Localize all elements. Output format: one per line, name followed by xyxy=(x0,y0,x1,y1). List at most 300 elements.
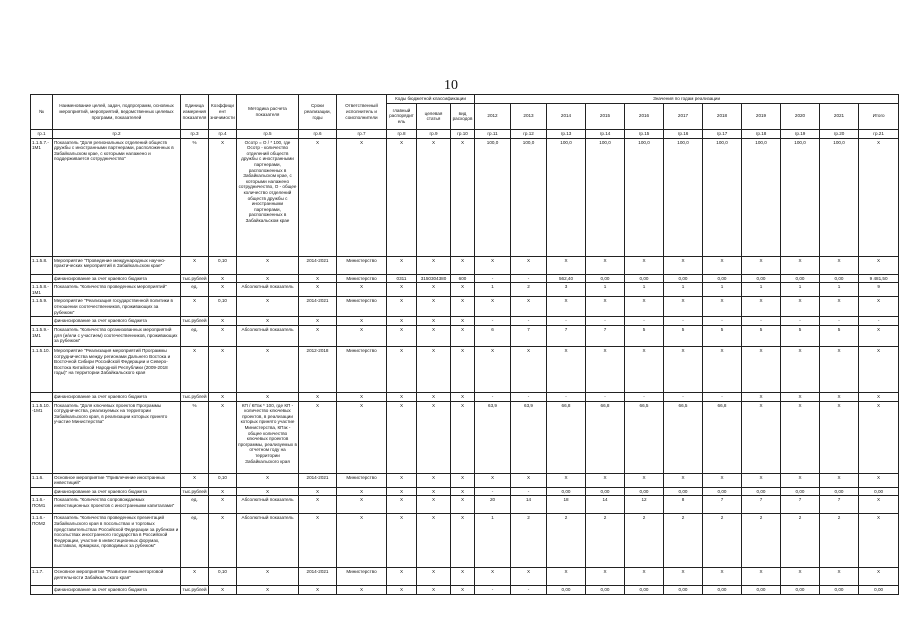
table-cell: 562,40 xyxy=(547,274,586,283)
table-cell: X xyxy=(586,346,625,392)
column-number-cell: гр.8 xyxy=(387,129,417,138)
table-cell: 100,0 xyxy=(781,138,820,256)
table-cell: 0,00 xyxy=(742,487,781,496)
table-cell: Абсолютный показатель xyxy=(237,514,299,568)
table-cell: 100,0 xyxy=(703,138,742,256)
table-cell: - xyxy=(664,317,703,326)
table-cell: 600 xyxy=(451,274,475,283)
program-indicators-table xyxy=(30,94,899,595)
table-cell: X xyxy=(451,401,475,473)
header-unit: Единица измерения показателя xyxy=(181,95,209,130)
table-cell: 100,0 xyxy=(664,138,703,256)
table-cell: 2 xyxy=(742,514,781,568)
table-cell: X xyxy=(820,346,859,392)
table-cell: X xyxy=(417,392,451,401)
table-cell: 7 xyxy=(703,496,742,514)
table-cell: X xyxy=(820,256,859,274)
table-cell: X xyxy=(742,256,781,274)
table-cell: 0,00 xyxy=(586,487,625,496)
table-cell: X xyxy=(299,283,337,297)
table-row xyxy=(31,283,899,297)
row-name-cell: Основное мероприятие "Развитие внешнеторговой деятельности Забайкальского края" xyxy=(53,568,181,586)
header-total: Итого xyxy=(859,103,899,129)
table-cell: X xyxy=(475,568,511,586)
table-cell: - xyxy=(859,317,899,326)
table-cell: X xyxy=(299,514,337,568)
table-cell: X xyxy=(417,297,451,317)
table-cell: 0,00 xyxy=(781,274,820,283)
column-number-cell: гр.4 xyxy=(209,129,237,138)
table-cell: X xyxy=(742,401,781,473)
table-cell: 7 xyxy=(511,325,547,346)
table-cell: X xyxy=(387,487,417,496)
table-cell: 14 xyxy=(586,496,625,514)
table-cell: X xyxy=(703,568,742,586)
table-cell: X xyxy=(625,256,664,274)
table-cell: X xyxy=(337,586,387,595)
table-cell: X xyxy=(586,568,625,586)
table-cell: X xyxy=(859,346,899,392)
table-cell: 0,00 xyxy=(820,487,859,496)
table-cell: X xyxy=(417,496,451,514)
table-cell: X xyxy=(511,256,547,274)
table-cell: X xyxy=(337,401,387,473)
row-code-cell xyxy=(31,586,53,595)
table-cell: ед. xyxy=(181,496,209,514)
column-number-cell: гр.11 xyxy=(475,129,511,138)
table-cell: 2 xyxy=(511,283,547,297)
table-cell: X xyxy=(417,283,451,297)
table-cell: X xyxy=(586,256,625,274)
table-cell: X xyxy=(664,568,703,586)
table-cell: X xyxy=(237,297,299,317)
table-row xyxy=(31,496,899,514)
table-cell: X xyxy=(451,317,475,326)
table-cell: - xyxy=(586,392,625,401)
table-cell: X xyxy=(703,297,742,317)
header-budget-codes: Коды бюджетной классификации xyxy=(387,95,475,104)
table-cell: - xyxy=(475,586,511,595)
table-cell: - xyxy=(703,392,742,401)
table-cell: X xyxy=(703,346,742,392)
table-cell: X xyxy=(209,514,237,568)
table-cell: X xyxy=(781,392,820,401)
table-cell: - xyxy=(511,487,547,496)
table-cell: X xyxy=(781,346,820,392)
table-cell: КП / КПзк * 100, где КП - количество ключевых проектов, в реализации которых принято участие Министерства, КПзк - общее количество ключевых проектов программы, реализуемых в отчетном году на территории Забайкальского края xyxy=(237,401,299,473)
table-cell: X xyxy=(209,487,237,496)
table-cell: X xyxy=(547,568,586,586)
table-cell: X xyxy=(417,256,451,274)
table-cell: X xyxy=(299,317,337,326)
table-cell: 0,00 xyxy=(547,586,586,595)
table-cell: 2 xyxy=(586,514,625,568)
table-cell: X xyxy=(387,283,417,297)
table-cell: X xyxy=(387,297,417,317)
table-cell: X xyxy=(703,256,742,274)
table-cell: X xyxy=(387,401,417,473)
header-year: 2021 xyxy=(820,103,859,129)
table-cell: 2014-2021 xyxy=(299,297,337,317)
table-cell: X xyxy=(299,392,337,401)
table-cell: X xyxy=(417,325,451,346)
header-year: 2019 xyxy=(742,103,781,129)
table-cell: 0,00 xyxy=(781,487,820,496)
table-cell: 7 xyxy=(742,496,781,514)
table-cell: X xyxy=(820,297,859,317)
table-cell: X xyxy=(742,568,781,586)
table-cell: 63,9 xyxy=(475,401,511,473)
table-cell: X xyxy=(451,496,475,514)
column-number-cell: гр.6 xyxy=(299,129,337,138)
row-code-cell: 1.1.5.9. xyxy=(31,297,53,317)
table-cell: X xyxy=(209,346,237,392)
table-cell: X xyxy=(237,487,299,496)
table-cell: X xyxy=(181,568,209,586)
table-cell: X xyxy=(237,317,299,326)
table-cell: 2012-2018 xyxy=(299,346,337,392)
table-cell: 2014-2021 xyxy=(299,568,337,586)
table-cell: X xyxy=(451,297,475,317)
table-cell: 0,00 xyxy=(664,487,703,496)
table-cell: ед. xyxy=(181,514,209,568)
table-cell: X xyxy=(451,487,475,496)
table-cell: X xyxy=(451,325,475,346)
table-row xyxy=(31,473,899,487)
table-cell: X xyxy=(337,514,387,568)
header-year: 2013 xyxy=(511,103,547,129)
table-cell: - xyxy=(625,317,664,326)
table-cell: 0,00 xyxy=(625,586,664,595)
column-number-cell: гр.10 xyxy=(451,129,475,138)
table-row xyxy=(31,325,899,346)
table-cell: - xyxy=(703,317,742,326)
row-name-cell: финансирование за счет краевого бюджета xyxy=(53,274,181,283)
column-number-cell: гр.16 xyxy=(664,129,703,138)
table-cell: X xyxy=(451,514,475,568)
table-cell: X xyxy=(451,586,475,595)
table-cell: 8 xyxy=(664,496,703,514)
table-cell: X xyxy=(859,392,899,401)
table-cell: - xyxy=(511,392,547,401)
table-cell: X xyxy=(209,401,237,473)
table-cell: X xyxy=(387,392,417,401)
table-cell: X xyxy=(781,297,820,317)
table-row xyxy=(31,256,899,274)
table-cell: - xyxy=(664,392,703,401)
table-cell: 66,8 xyxy=(547,401,586,473)
header-year: 2015 xyxy=(586,103,625,129)
table-cell: 0,00 xyxy=(820,274,859,283)
table-cell: - xyxy=(475,487,511,496)
table-cell: X xyxy=(625,473,664,487)
table-cell: ед. xyxy=(181,325,209,346)
table-cell: - xyxy=(781,317,820,326)
table-cell: X xyxy=(820,473,859,487)
table-cell: Министерство xyxy=(337,346,387,392)
table-cell: X xyxy=(237,473,299,487)
table-cell: 5 xyxy=(625,325,664,346)
column-number-cell: гр.20 xyxy=(820,129,859,138)
table-cell: X xyxy=(820,401,859,473)
row-name-cell: финансирование за счет краевого бюджета xyxy=(53,586,181,595)
table-cell: Министерство xyxy=(337,274,387,283)
row-name-cell: Показатель "Количество проведенных мероприятий" xyxy=(53,283,181,297)
table-cell: X xyxy=(475,473,511,487)
table-cell: X xyxy=(820,568,859,586)
table-cell: X xyxy=(387,473,417,487)
table-cell: X xyxy=(417,568,451,586)
row-name-cell: Мероприятие "Реализация государственной политики в отношении соотечественников, проживающих за рубежом" xyxy=(53,297,181,317)
table-cell: X xyxy=(547,297,586,317)
table-cell: X xyxy=(387,325,417,346)
table-body xyxy=(31,129,899,594)
table-cell: 1 xyxy=(625,283,664,297)
header-method: Методика расчета показателя xyxy=(237,95,299,130)
table-cell: 3150304380 xyxy=(417,274,451,283)
table-cell: X xyxy=(237,568,299,586)
table-cell: X xyxy=(299,496,337,514)
table-cell: 0,10 xyxy=(209,256,237,274)
table-cell: - xyxy=(475,274,511,283)
table-cell: 1 xyxy=(820,283,859,297)
table-cell: 7 xyxy=(781,496,820,514)
table-cell: X xyxy=(299,401,337,473)
table-cell: 0,10 xyxy=(209,473,237,487)
table-cell: 0,00 xyxy=(664,586,703,595)
table-cell: 100,0 xyxy=(547,138,586,256)
table-cell: 0,00 xyxy=(625,487,664,496)
column-number-row xyxy=(31,129,899,138)
table-cell: 0,00 xyxy=(742,586,781,595)
table-cell: X xyxy=(859,568,899,586)
table-cell: 0,00 xyxy=(547,487,586,496)
table-cell: X xyxy=(337,496,387,514)
table-cell: X xyxy=(664,346,703,392)
table-cell: 5 xyxy=(820,325,859,346)
table-cell: 1 xyxy=(586,283,625,297)
table-cell: % xyxy=(181,401,209,473)
row-code-cell: 1.1.5.10.-1М1 xyxy=(31,401,53,473)
table-cell: Абсолютный показатель xyxy=(237,325,299,346)
table-cell: X xyxy=(859,401,899,473)
table-cell: X xyxy=(451,283,475,297)
table-cell: Абсолютный показатель xyxy=(237,496,299,514)
table-cell: 0,10 xyxy=(209,568,237,586)
table-cell: 100,0 xyxy=(820,138,859,256)
table-cell: X xyxy=(511,346,547,392)
table-cell: 5 xyxy=(781,325,820,346)
table-cell: X xyxy=(859,325,899,346)
table-cell: X xyxy=(337,283,387,297)
table-row xyxy=(31,487,899,496)
table-cell: X xyxy=(209,325,237,346)
table-cell: 9 xyxy=(859,283,899,297)
table-cell: X xyxy=(664,473,703,487)
table-cell: X xyxy=(475,346,511,392)
table-cell: X xyxy=(475,297,511,317)
table-cell: X xyxy=(237,346,299,392)
table-cell: 5 xyxy=(742,325,781,346)
table-cell: 0311 xyxy=(387,274,417,283)
table-cell: X xyxy=(417,138,451,256)
table-cell: X xyxy=(781,256,820,274)
table-cell: X xyxy=(337,325,387,346)
row-code-cell: 1.1.5.8. xyxy=(31,256,53,274)
row-name-cell: Показатель "Количество сопровождаемых инвестиционных проектов с иностранными капиталами" xyxy=(53,496,181,514)
row-name-cell: Мероприятие "Проведение международных научно-практических мероприятий в Забайкальском крае" xyxy=(53,256,181,274)
table-cell: 2014-2021 xyxy=(299,473,337,487)
table-cell: X xyxy=(337,487,387,496)
table-cell: 6 xyxy=(475,325,511,346)
table-cell: X xyxy=(703,473,742,487)
row-name-cell: Показатель "Количество организованных мероприятий для (и/или с участием) соотечественников, проживающих за рубежом" xyxy=(53,325,181,346)
table-row xyxy=(31,274,899,283)
table-cell: 2014-2021 xyxy=(299,256,337,274)
table-cell: - xyxy=(820,317,859,326)
row-code-cell xyxy=(31,274,53,283)
table-cell: тыс.рублей xyxy=(181,586,209,595)
table-cell: 100,0 xyxy=(475,138,511,256)
table-cell: X xyxy=(742,346,781,392)
table-cell: X xyxy=(859,496,899,514)
table-cell: 0,00 xyxy=(820,586,859,595)
table-cell: X xyxy=(209,496,237,514)
table-cell: X xyxy=(209,283,237,297)
table-cell: - xyxy=(742,317,781,326)
table-cell: X xyxy=(742,392,781,401)
table-cell: 2 xyxy=(547,514,586,568)
table-row xyxy=(31,514,899,568)
table-row xyxy=(31,401,899,473)
table-cell: 3 xyxy=(547,283,586,297)
table-cell: 1 xyxy=(703,283,742,297)
table-cell: X xyxy=(417,514,451,568)
table-cell: 66,5 xyxy=(664,401,703,473)
column-number-cell: гр.1 xyxy=(31,129,53,138)
table-cell: 66,5 xyxy=(625,401,664,473)
header-year: 2012 xyxy=(475,103,511,129)
table-cell: тыс.рублей xyxy=(181,317,209,326)
table-cell: X xyxy=(417,586,451,595)
column-number-cell: гр.12 xyxy=(511,129,547,138)
table-cell: X xyxy=(511,473,547,487)
header-coef: Коэффициент значимости xyxy=(209,95,237,130)
table-cell: X xyxy=(511,297,547,317)
table-cell: X xyxy=(181,256,209,274)
table-cell: X xyxy=(181,473,209,487)
table-cell: тыс.рублей xyxy=(181,487,209,496)
table-cell: X xyxy=(299,325,337,346)
table-cell: X xyxy=(625,297,664,317)
table-cell: 0,00 xyxy=(859,586,899,595)
table-cell: X xyxy=(742,297,781,317)
table-cell: 0,00 xyxy=(859,487,899,496)
header-responsible: Ответственный исполнитель и соисполнители xyxy=(337,95,387,130)
table-cell: ед. xyxy=(181,283,209,297)
table-cell: X xyxy=(511,568,547,586)
table-cell: Министерство xyxy=(337,473,387,487)
table-cell: 2 xyxy=(781,514,820,568)
table-cell: 0,00 xyxy=(625,274,664,283)
row-name-cell: финансирование за счет краевого бюджета xyxy=(53,487,181,496)
table-cell: 2 xyxy=(511,514,547,568)
column-number-cell: гр.19 xyxy=(781,129,820,138)
table-cell: 7 xyxy=(820,496,859,514)
table-cell: 0,00 xyxy=(703,487,742,496)
row-code-cell: 1.1.5.8.-1М1 xyxy=(31,283,53,297)
table-cell: - xyxy=(547,392,586,401)
column-number-cell: гр.15 xyxy=(625,129,664,138)
header-year: 2014 xyxy=(547,103,586,129)
table-cell: 14 xyxy=(511,496,547,514)
table-cell: X xyxy=(586,297,625,317)
table-row xyxy=(31,297,899,317)
table-cell: Министерство xyxy=(337,297,387,317)
row-name-cell: Показатель "Количество проведенных презентаций Забайкальского края в посольствах и торговых представительствах Российской Федерации за рубежом и посольствах иностранного государства в Российской Федерации, участие в инвестиционных форумах, выставках, ярмарках, проводимых за рубежом" xyxy=(53,514,181,568)
table-cell: X xyxy=(237,256,299,274)
row-name-cell: Основное мероприятие "Привлечение иностранных инвестиций" xyxy=(53,473,181,487)
header-year: 2018 xyxy=(703,103,742,129)
table-cell: X xyxy=(781,401,820,473)
header-year: 2020 xyxy=(781,103,820,129)
table-cell: X xyxy=(387,346,417,392)
table-cell: 0,00 xyxy=(586,274,625,283)
row-name-cell: Мероприятие "Реализация мероприятий Программы сотрудничества между регионами Дальнего Востока и Восточной Сибири Российской Федерации и Северо-Востока Китайской Народной Республики (2009-2018 годы)" на территории Забайкальского края xyxy=(53,346,181,392)
table-cell: 0,00 xyxy=(586,586,625,595)
row-code-cell: 1.1.7. xyxy=(31,568,53,586)
table-cell: X xyxy=(859,256,899,274)
row-code-cell xyxy=(31,392,53,401)
table-cell: 0,00 xyxy=(742,274,781,283)
table-cell: 18 xyxy=(547,496,586,514)
table-cell: 5 xyxy=(664,325,703,346)
row-code-cell: 1.1.6.-ПОМ1 xyxy=(31,496,53,514)
table-cell: X xyxy=(387,256,417,274)
table-cell: X xyxy=(209,274,237,283)
column-number-cell: гр.18 xyxy=(742,129,781,138)
column-number-cell: гр.9 xyxy=(417,129,451,138)
table-cell: X xyxy=(337,392,387,401)
header-num: № xyxy=(31,95,53,130)
table-cell: X xyxy=(181,346,209,392)
table-cell: X xyxy=(417,487,451,496)
row-name-cell: Показатель "Доля ключевых проектов Программы сотрудничества, реализуемых на территории Забайкальского края, в реализации которых принято участие Министерства" xyxy=(53,401,181,473)
table-cell: X xyxy=(859,138,899,256)
table-cell: 1 xyxy=(475,514,511,568)
table-cell: X xyxy=(181,297,209,317)
table-cell: Министерство xyxy=(337,568,387,586)
table-cell: X xyxy=(387,138,417,256)
table-cell: X xyxy=(451,256,475,274)
table-cell: 66,8 xyxy=(703,401,742,473)
table-row xyxy=(31,392,899,401)
column-number-cell: гр.14 xyxy=(586,129,625,138)
table-cell: X xyxy=(299,487,337,496)
header-budget-sub: целевая статья xyxy=(417,103,451,129)
table-cell: 66,8 xyxy=(586,401,625,473)
table-cell: X xyxy=(209,138,237,256)
table-cell: - xyxy=(547,317,586,326)
column-number-cell: гр.7 xyxy=(337,129,387,138)
table-cell: - xyxy=(511,317,547,326)
table-cell: X xyxy=(209,586,237,595)
table-cell: X xyxy=(451,473,475,487)
table-cell: X xyxy=(859,297,899,317)
row-code-cell: 1.1.5.9.-1М1 xyxy=(31,325,53,346)
table-cell: X xyxy=(299,586,337,595)
column-number-cell: гр.13 xyxy=(547,129,586,138)
